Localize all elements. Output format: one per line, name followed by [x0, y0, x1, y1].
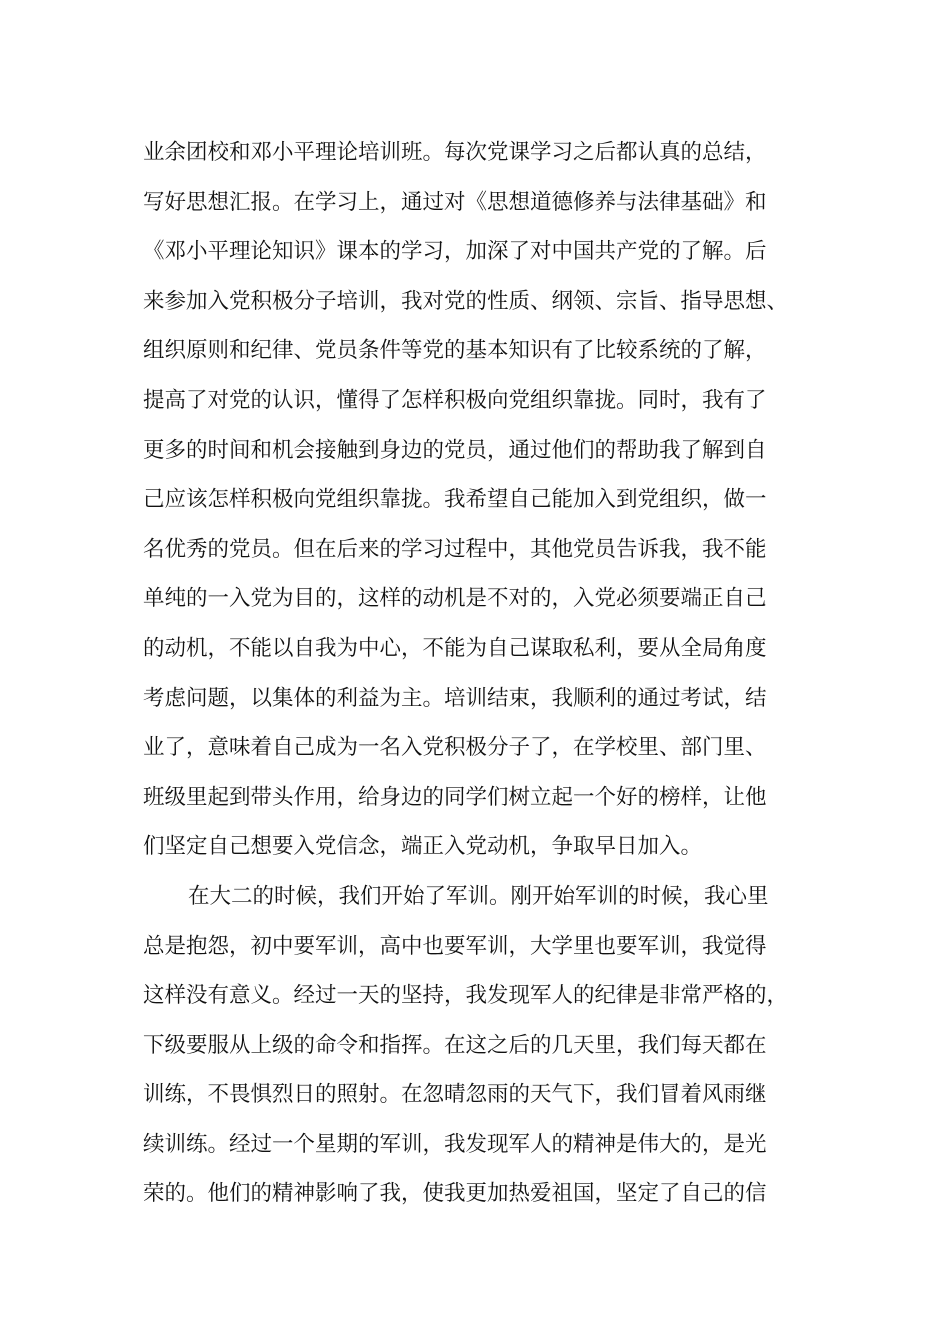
text-line: 下级要服从上级的命令和指挥。在这之后的几天里，我们每天都在	[143, 1032, 767, 1058]
text-line: 班级里起到带头作用，给身边的同学们树立起一个好的榜样，让他	[143, 784, 767, 810]
text-line: 的动机，不能以自我为中心，不能为自己谋取私利，要从全局角度	[143, 635, 767, 661]
text-line: 考虑问题，以集体的利益为主。培训结束，我顺利的通过考试，结	[143, 685, 767, 711]
text-line: 这样没有意义。经过一天的坚持，我发现军人的纪律是非常严格的，	[143, 983, 789, 1009]
text-line: 续训练。经过一个星期的军训，我发现军人的精神是伟大的，是光	[143, 1131, 767, 1157]
text-line: 来参加入党积极分子培训，我对党的性质、纲领、宗旨、指导思想、	[143, 288, 789, 314]
text-line: 总是抱怨，初中要军训，高中也要军训，大学里也要军训，我觉得	[143, 933, 767, 959]
body-text	[143, 128, 833, 1219]
text-line: 单纯的一入党为目的，这样的动机是不对的，入党必须要端正自己	[143, 586, 767, 612]
text-line: 们坚定自己想要入党信念，端正入党动机，争取早日加入。	[143, 834, 703, 860]
text-line: 荣的。他们的精神影响了我，使我更加热爱祖国，坚定了自己的信	[143, 1181, 767, 1207]
text-line: 《邓小平理论知识》课本的学习，加深了对中国共产党的了解。后	[143, 239, 767, 265]
text-line: 业了，意味着自己成为一名入党积极分子了，在学校里、部门里、	[143, 735, 767, 761]
text-line: 训练，不畏惧烈日的照射。在忽晴忽雨的天气下，我们冒着风雨继	[143, 1082, 767, 1108]
text-line: 写好思想汇报。在学习上，通过对《思想道德修养与法律基础》和	[143, 189, 767, 215]
text-line: 提高了对党的认识，懂得了怎样积极向党组织靠拢。同时，我有了	[143, 387, 767, 413]
text-line: 业余团校和邓小平理论培训班。每次党课学习之后都认真的总结，	[143, 140, 767, 165]
text-line: 己应该怎样积极向党组织靠拢。我希望自己能加入到党组织，做一	[143, 487, 767, 513]
text-line: 组织原则和纪律、党员条件等党的基本知识有了比较系统的了解，	[143, 338, 767, 364]
text-line: 更多的时间和机会接触到身边的党员，通过他们的帮助我了解到自	[143, 437, 767, 463]
text-line: 名优秀的党员。但在后来的学习过程中，其他党员告诉我，我不能	[143, 536, 767, 562]
paragraph-start-line: 在大二的时候，我们开始了军训。刚开始军训的时候，我心里	[188, 883, 769, 909]
